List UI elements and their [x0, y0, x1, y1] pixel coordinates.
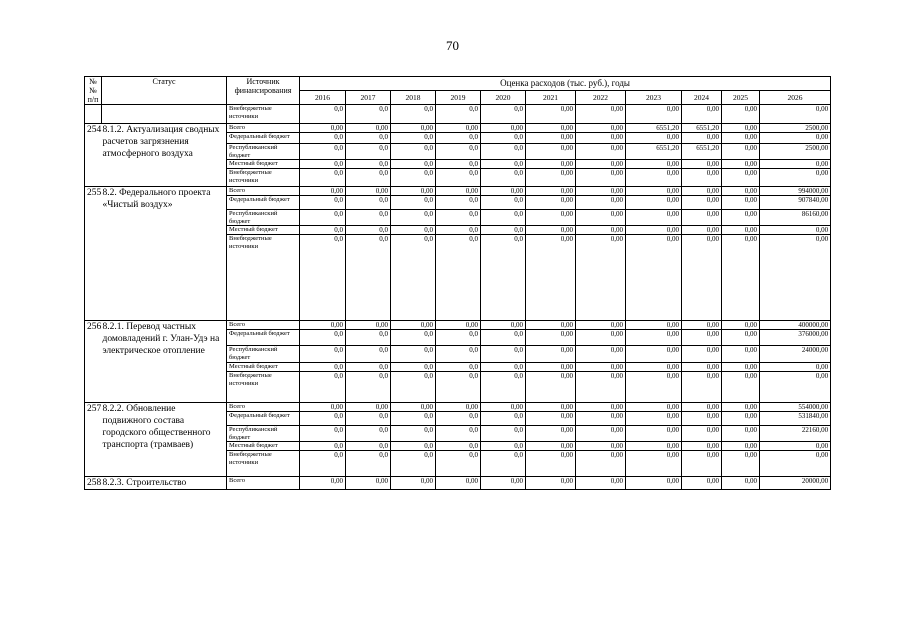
value-cell: 0,00 [722, 226, 760, 235]
source-cell: Местный бюджет [227, 363, 300, 372]
value-cell: 0,00 [722, 235, 760, 321]
value-cell: 0,00 [722, 321, 760, 330]
value-cell: 0,00 [391, 403, 436, 412]
table-row [85, 477, 831, 490]
row-number: 258 [85, 477, 102, 490]
value-cell: 0,00 [576, 363, 626, 372]
value-cell: 0,00 [576, 403, 626, 412]
value-cell: 0,00 [576, 169, 626, 187]
value-cell: 0,0 [346, 160, 391, 169]
value-cell: 0,00 [436, 477, 481, 490]
row-number: 256 [85, 321, 102, 403]
value-cell: 0,0 [346, 133, 391, 144]
value-cell: 0,00 [576, 235, 626, 321]
value-cell: 0,00 [576, 372, 626, 403]
value-cell: 0,0 [300, 330, 346, 346]
value-cell: 0,00 [682, 403, 722, 412]
value-cell: 0,00 [576, 226, 626, 235]
value-cell: 0,00 [481, 321, 526, 330]
value-cell: 0,0 [436, 330, 481, 346]
value-cell: 0,00 [576, 160, 626, 169]
value-cell: 0,00 [626, 451, 682, 477]
value-cell: 0,00 [626, 235, 682, 321]
header-year: 2016 [300, 91, 346, 105]
value-cell: 0,00 [760, 451, 831, 477]
table-row [85, 403, 831, 412]
value-cell: 0,0 [346, 372, 391, 403]
value-cell: 0,0 [481, 169, 526, 187]
value-cell: 0,0 [391, 363, 436, 372]
value-cell: 0,00 [576, 330, 626, 346]
value-cell: 0,00 [576, 451, 626, 477]
value-cell: 0,00 [481, 403, 526, 412]
value-cell: 0,0 [436, 346, 481, 363]
value-cell: 0,0 [391, 426, 436, 442]
value-cell: 0,00 [760, 133, 831, 144]
value-cell: 0,00 [576, 442, 626, 451]
status-text: 8.2.3. Строительство [102, 477, 227, 490]
value-cell: 0,00 [722, 169, 760, 187]
value-cell: 0,00 [722, 187, 760, 196]
header-year: 2022 [576, 91, 626, 105]
value-cell: 0,00 [760, 160, 831, 169]
header-year: 2017 [346, 91, 391, 105]
value-cell: 0,0 [436, 442, 481, 451]
value-cell: 0,00 [626, 372, 682, 403]
header-year: 2024 [682, 91, 722, 105]
value-cell: 0,0 [481, 363, 526, 372]
value-cell: 0,00 [391, 477, 436, 490]
status-text: 8.2.2. Обновление подвижного состава городского общественного транспорта (трамваев) [102, 403, 227, 477]
value-cell: 0,0 [300, 346, 346, 363]
value-cell: 0,0 [300, 235, 346, 321]
value-cell: 0,0 [481, 144, 526, 160]
value-cell: 0,00 [526, 235, 576, 321]
source-cell: Внебюджетные источники [227, 451, 300, 477]
value-cell: 0,00 [626, 210, 682, 226]
value-cell: 0,0 [436, 226, 481, 235]
source-cell: Республиканский бюджет [227, 144, 300, 160]
value-cell: 0,0 [436, 363, 481, 372]
value-cell: 0,00 [722, 451, 760, 477]
value-cell: 0,0 [346, 412, 391, 426]
value-cell: 0,0 [481, 196, 526, 210]
value-cell: 0,0 [346, 105, 391, 124]
value-cell: 0,0 [436, 196, 481, 210]
value-cell: 0,00 [722, 144, 760, 160]
value-cell: 0,00 [526, 363, 576, 372]
value-cell: 0,00 [526, 426, 576, 442]
value-cell: 0,00 [346, 187, 391, 196]
status-text: 8.2. Федерального проекта «Чистый воздух» [102, 187, 227, 321]
row-number: 255 [85, 187, 102, 321]
value-cell: 0,00 [682, 451, 722, 477]
value-cell: 0,0 [481, 426, 526, 442]
value-cell: 400000,00 [760, 321, 831, 330]
source-cell: Всего [227, 477, 300, 490]
value-cell: 0,0 [300, 105, 346, 124]
value-cell: 0,00 [481, 477, 526, 490]
source-cell: Всего [227, 187, 300, 196]
value-cell: 0,00 [722, 133, 760, 144]
value-cell: 0,00 [436, 321, 481, 330]
value-cell: 0,00 [346, 124, 391, 133]
value-cell: 0,0 [346, 451, 391, 477]
value-cell: 0,0 [346, 363, 391, 372]
value-cell: 0,0 [391, 105, 436, 124]
value-cell: 0,0 [391, 133, 436, 144]
value-cell: 0,0 [481, 160, 526, 169]
header-source: Источник финансирования [227, 77, 300, 105]
value-cell: 0,00 [576, 210, 626, 226]
value-cell: 0,0 [436, 412, 481, 426]
table-row [85, 105, 831, 124]
value-cell: 0,0 [346, 330, 391, 346]
empty-cell [102, 105, 227, 124]
value-cell: 0,0 [391, 412, 436, 426]
value-cell: 0,00 [760, 169, 831, 187]
value-cell: 0,00 [526, 346, 576, 363]
value-cell: 0,0 [391, 160, 436, 169]
value-cell: 0,0 [346, 196, 391, 210]
value-cell: 0,00 [722, 477, 760, 490]
source-cell: Республиканский бюджет [227, 346, 300, 363]
value-cell: 0,0 [391, 442, 436, 451]
value-cell: 0,00 [481, 124, 526, 133]
value-cell: 0,0 [436, 144, 481, 160]
value-cell: 0,0 [300, 144, 346, 160]
value-cell: 0,00 [682, 196, 722, 210]
value-cell: 0,00 [526, 403, 576, 412]
value-cell: 86160,00 [760, 210, 831, 226]
value-cell: 0,00 [626, 196, 682, 210]
source-cell: Всего [227, 321, 300, 330]
value-cell: 0,00 [526, 105, 576, 124]
value-cell: 0,0 [346, 226, 391, 235]
status-text: 8.1.2. Актуализация сводных расчетов загрязнения атмосферного воздуха [102, 124, 227, 187]
row-number: 257 [85, 403, 102, 477]
value-cell: 0,00 [760, 442, 831, 451]
value-cell: 0,00 [391, 187, 436, 196]
value-cell: 0,0 [300, 160, 346, 169]
value-cell: 0,0 [481, 451, 526, 477]
value-cell: 0,00 [300, 187, 346, 196]
value-cell: 0,00 [300, 403, 346, 412]
header-estimate: Оценка расходов (тыс. руб.), годы [300, 77, 831, 91]
value-cell: 0,0 [391, 226, 436, 235]
source-cell: Местный бюджет [227, 442, 300, 451]
value-cell: 0,00 [682, 187, 722, 196]
value-cell: 0,0 [481, 372, 526, 403]
value-cell: 0,0 [346, 442, 391, 451]
value-cell: 0,00 [760, 372, 831, 403]
source-cell: Внебюджетные источники [227, 169, 300, 187]
value-cell: 0,00 [722, 372, 760, 403]
source-cell: Республиканский бюджет [227, 210, 300, 226]
value-cell: 0,00 [682, 442, 722, 451]
value-cell: 0,00 [722, 346, 760, 363]
value-cell: 0,0 [391, 451, 436, 477]
value-cell: 0,0 [391, 235, 436, 321]
value-cell: 0,00 [682, 330, 722, 346]
header-year: 2023 [626, 91, 682, 105]
source-cell: Республиканский бюджет [227, 426, 300, 442]
value-cell: 0,00 [526, 187, 576, 196]
value-cell: 0,00 [626, 169, 682, 187]
value-cell: 0,00 [626, 160, 682, 169]
value-cell: 0,0 [436, 169, 481, 187]
value-cell: 0,0 [300, 426, 346, 442]
source-cell: Внебюджетные источники [227, 235, 300, 321]
value-cell: 0,00 [626, 403, 682, 412]
value-cell: 6551,20 [682, 144, 722, 160]
value-cell: 0,00 [626, 330, 682, 346]
value-cell: 0,00 [300, 477, 346, 490]
value-cell: 0,00 [722, 363, 760, 372]
value-cell: 0,00 [391, 321, 436, 330]
value-cell: 376000,00 [760, 330, 831, 346]
value-cell: 0,00 [760, 235, 831, 321]
value-cell: 0,00 [682, 133, 722, 144]
value-cell: 0,0 [481, 133, 526, 144]
value-cell: 22160,00 [760, 426, 831, 442]
value-cell: 554000,00 [760, 403, 831, 412]
status-text: 8.2.1. Перевод частных домовладений г. Улан-Удэ на электрическое отопление [102, 321, 227, 403]
source-cell: Местный бюджет [227, 226, 300, 235]
value-cell: 0,00 [722, 442, 760, 451]
value-cell: 0,00 [576, 196, 626, 210]
source-cell: Федеральный бюджет [227, 133, 300, 144]
value-cell: 0,00 [682, 426, 722, 442]
value-cell: 0,00 [626, 187, 682, 196]
value-cell: 0,0 [391, 372, 436, 403]
value-cell: 0,00 [346, 477, 391, 490]
value-cell: 0,0 [481, 210, 526, 226]
value-cell: 0,0 [346, 210, 391, 226]
table-row [85, 321, 831, 330]
row-number: 254 [85, 124, 102, 187]
value-cell: 0,0 [346, 144, 391, 160]
header-num: № № п/п [85, 77, 102, 105]
value-cell: 0,00 [526, 124, 576, 133]
value-cell: 0,0 [300, 451, 346, 477]
value-cell: 0,0 [346, 426, 391, 442]
value-cell: 0,00 [526, 330, 576, 346]
header-year: 2019 [436, 91, 481, 105]
header-year: 2025 [722, 91, 760, 105]
value-cell: 2500,00 [760, 144, 831, 160]
value-cell: 0,00 [346, 403, 391, 412]
value-cell: 0,0 [300, 133, 346, 144]
value-cell: 0,00 [626, 363, 682, 372]
value-cell: 0,0 [300, 210, 346, 226]
source-cell: Внебюджетные источники [227, 372, 300, 403]
value-cell: 994000,00 [760, 187, 831, 196]
value-cell: 0,00 [576, 187, 626, 196]
page-number: 70 [446, 38, 459, 53]
value-cell: 0,00 [760, 226, 831, 235]
header-year: 2018 [391, 91, 436, 105]
value-cell: 0,00 [526, 442, 576, 451]
value-cell: 0,0 [436, 235, 481, 321]
header-year: 2020 [481, 91, 526, 105]
value-cell: 0,00 [526, 412, 576, 426]
value-cell: 0,00 [576, 124, 626, 133]
value-cell: 0,00 [760, 363, 831, 372]
value-cell: 0,0 [436, 105, 481, 124]
value-cell: 0,0 [481, 235, 526, 321]
value-cell: 0,00 [576, 144, 626, 160]
value-cell: 0,00 [526, 196, 576, 210]
value-cell: 0,00 [436, 403, 481, 412]
value-cell: 0,00 [576, 477, 626, 490]
value-cell: 0,00 [526, 144, 576, 160]
source-cell: Федеральный бюджет [227, 330, 300, 346]
value-cell: 0,0 [391, 196, 436, 210]
value-cell: 0,00 [682, 169, 722, 187]
value-cell: 0,00 [722, 210, 760, 226]
header-year: 2026 [760, 91, 831, 105]
value-cell: 0,00 [682, 363, 722, 372]
value-cell: 0,00 [576, 412, 626, 426]
value-cell: 0,0 [346, 169, 391, 187]
value-cell: 0,0 [391, 210, 436, 226]
value-cell: 0,00 [626, 321, 682, 330]
value-cell: 0,00 [526, 133, 576, 144]
value-cell: 0,0 [481, 412, 526, 426]
value-cell: 0,0 [481, 442, 526, 451]
value-cell: 6551,20 [626, 124, 682, 133]
value-cell: 0,0 [346, 346, 391, 363]
value-cell: 0,00 [722, 105, 760, 124]
value-cell: 0,0 [300, 372, 346, 403]
value-cell: 0,00 [300, 124, 346, 133]
value-cell: 0,0 [436, 451, 481, 477]
value-cell: 0,00 [682, 321, 722, 330]
value-cell: 0,00 [722, 426, 760, 442]
value-cell: 0,0 [481, 346, 526, 363]
value-cell: 0,0 [436, 133, 481, 144]
value-cell: 0,00 [682, 235, 722, 321]
value-cell: 0,00 [526, 160, 576, 169]
value-cell: 6551,20 [626, 144, 682, 160]
value-cell: 0,00 [626, 105, 682, 124]
value-cell: 0,00 [526, 226, 576, 235]
value-cell: 0,0 [391, 144, 436, 160]
value-cell: 0,0 [436, 426, 481, 442]
value-cell: 0,00 [300, 321, 346, 330]
value-cell: 0,00 [526, 451, 576, 477]
value-cell: 0,00 [526, 169, 576, 187]
value-cell: 0,00 [626, 346, 682, 363]
value-cell: 0,00 [526, 372, 576, 403]
value-cell: 0,00 [626, 442, 682, 451]
value-cell: 0,00 [626, 477, 682, 490]
value-cell: 0,00 [626, 226, 682, 235]
value-cell: 0,00 [436, 187, 481, 196]
value-cell: 0,0 [300, 363, 346, 372]
empty-cell [85, 105, 102, 124]
value-cell: 0,0 [481, 105, 526, 124]
value-cell: 0,00 [626, 426, 682, 442]
source-cell: Федеральный бюджет [227, 412, 300, 426]
value-cell: 20000,00 [760, 477, 831, 490]
value-cell: 0,0 [391, 346, 436, 363]
value-cell: 0,00 [576, 426, 626, 442]
value-cell: 0,00 [576, 133, 626, 144]
value-cell: 0,00 [722, 124, 760, 133]
value-cell: 0,0 [436, 372, 481, 403]
table-row [85, 187, 831, 196]
value-cell: 0,00 [682, 346, 722, 363]
value-cell: 0,00 [526, 210, 576, 226]
value-cell: 0,0 [391, 330, 436, 346]
value-cell: 0,00 [626, 412, 682, 426]
value-cell: 0,00 [682, 372, 722, 403]
value-cell: 0,0 [481, 226, 526, 235]
source-cell: Внебюджетные источники [227, 105, 300, 124]
value-cell: 907840,00 [760, 196, 831, 210]
value-cell: 0,00 [682, 412, 722, 426]
source-cell: Федеральный бюджет [227, 196, 300, 210]
value-cell: 0,00 [682, 477, 722, 490]
value-cell: 0,00 [576, 346, 626, 363]
value-cell: 0,00 [576, 105, 626, 124]
value-cell: 0,00 [481, 187, 526, 196]
value-cell: 0,00 [722, 403, 760, 412]
value-cell: 0,0 [300, 412, 346, 426]
value-cell: 0,0 [300, 196, 346, 210]
value-cell: 0,00 [682, 160, 722, 169]
value-cell: 0,00 [576, 321, 626, 330]
value-cell: 0,00 [346, 321, 391, 330]
value-cell: 0,00 [722, 196, 760, 210]
source-cell: Всего [227, 403, 300, 412]
header-year: 2021 [526, 91, 576, 105]
value-cell: 0,0 [346, 235, 391, 321]
financing-table [84, 76, 831, 490]
value-cell: 531840,00 [760, 412, 831, 426]
source-cell: Местный бюджет [227, 160, 300, 169]
value-cell: 0,0 [300, 226, 346, 235]
header-status: Статус [102, 77, 227, 105]
source-cell: Всего [227, 124, 300, 133]
value-cell: 0,0 [391, 169, 436, 187]
value-cell: 0,00 [526, 321, 576, 330]
value-cell: 0,0 [436, 160, 481, 169]
value-cell: 0,00 [682, 210, 722, 226]
value-cell: 0,00 [391, 124, 436, 133]
value-cell: 0,00 [436, 124, 481, 133]
value-cell: 0,00 [760, 105, 831, 124]
value-cell: 0,00 [722, 160, 760, 169]
value-cell: 0,00 [682, 226, 722, 235]
value-cell: 6551,20 [682, 124, 722, 133]
value-cell: 0,00 [722, 330, 760, 346]
value-cell: 0,00 [526, 477, 576, 490]
value-cell: 0,0 [300, 169, 346, 187]
value-cell: 0,00 [682, 105, 722, 124]
value-cell: 0,00 [722, 412, 760, 426]
value-cell: 24000,00 [760, 346, 831, 363]
value-cell: 0,0 [436, 210, 481, 226]
table-row [85, 124, 831, 133]
value-cell: 0,0 [481, 330, 526, 346]
value-cell: 2500,00 [760, 124, 831, 133]
value-cell: 0,00 [626, 133, 682, 144]
value-cell: 0,0 [300, 442, 346, 451]
